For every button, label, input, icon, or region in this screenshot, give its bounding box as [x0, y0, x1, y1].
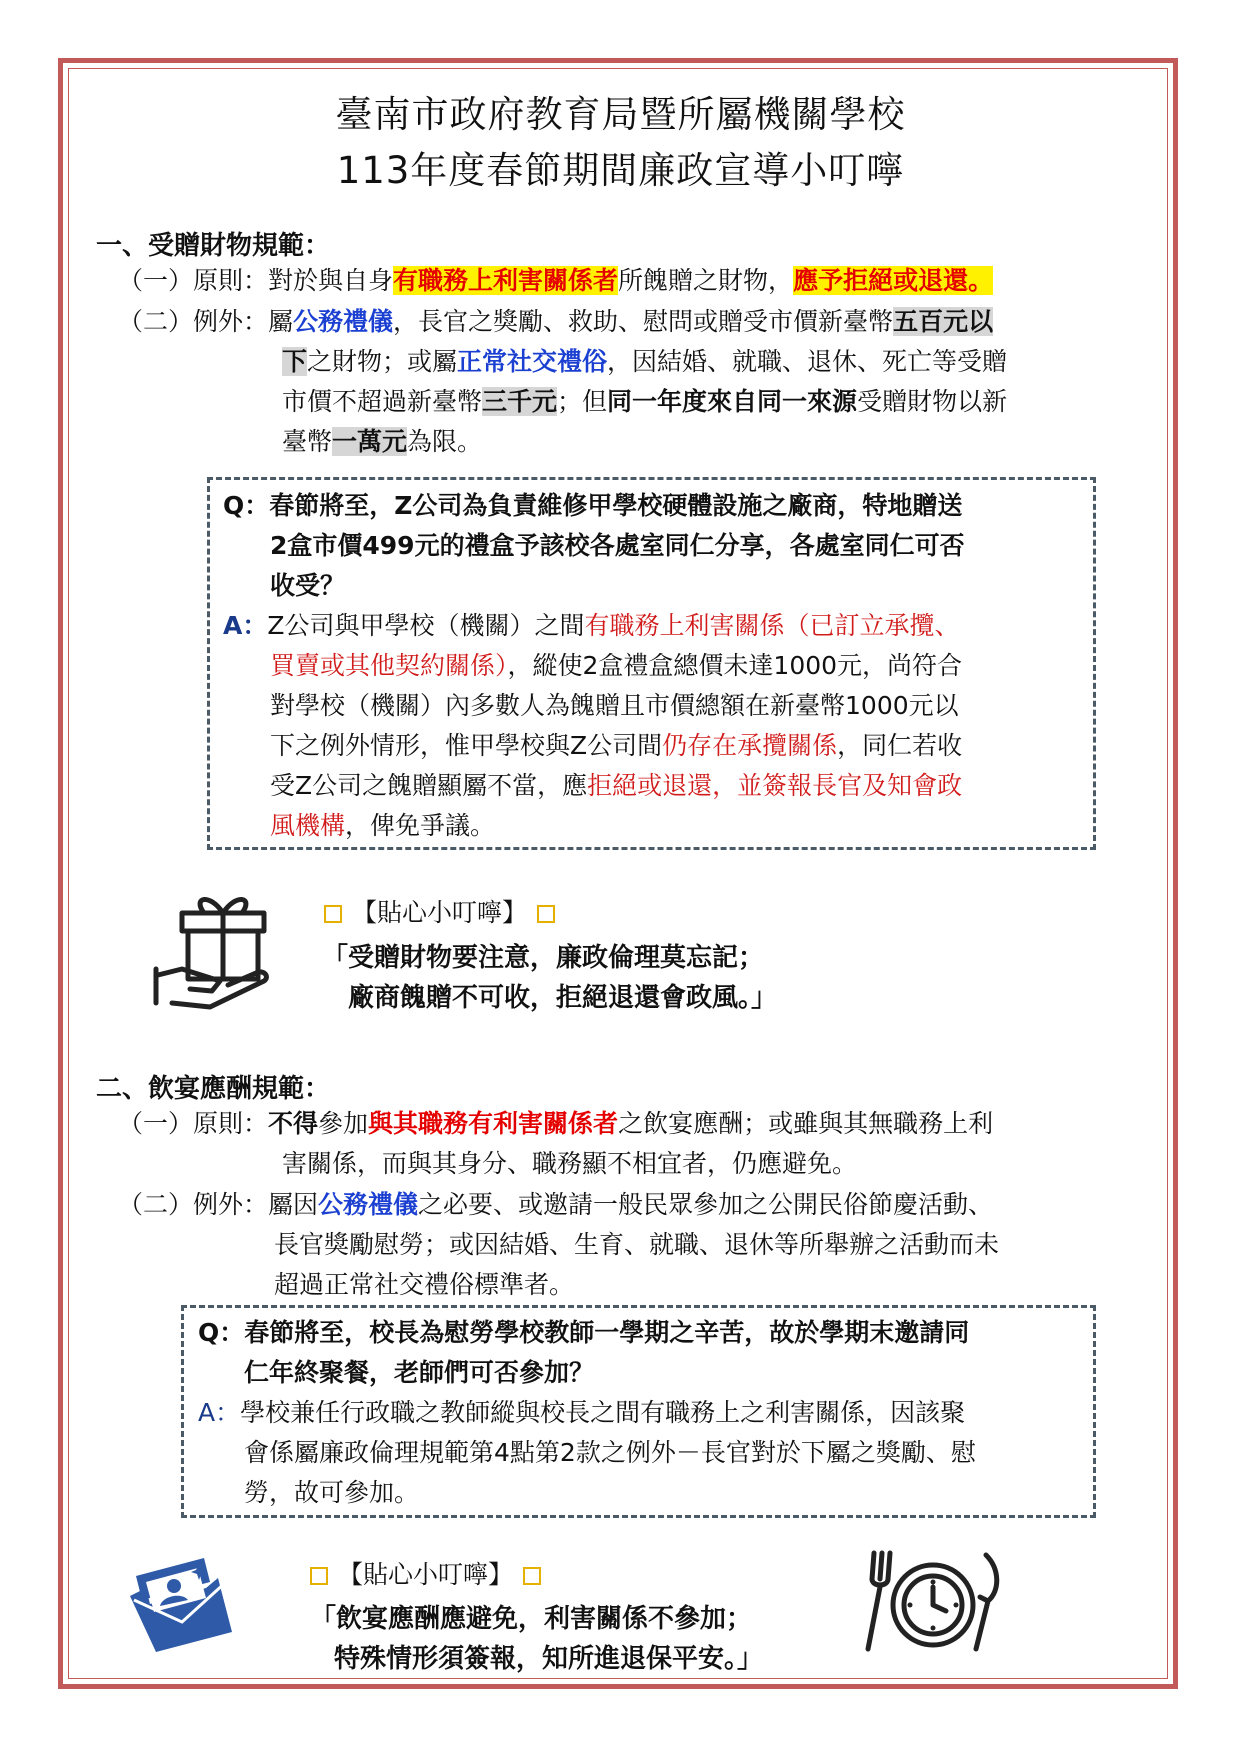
text: 市價不超過新臺幣 — [282, 387, 483, 416]
text: 春節將至，校長為慰勞學校教師一學期之辛苦，故於學期末邀請同 — [244, 1318, 970, 1347]
section1-exception-line2 — [282, 344, 1007, 380]
bullet-square — [523, 1567, 541, 1585]
text: 對於與自身 — [268, 266, 394, 295]
text: ，俾免爭議。 — [345, 811, 496, 840]
text: 臺幣 — [282, 427, 333, 456]
tip1-line1: 「受贈財物要注意，廉政倫理莫忘記； — [322, 943, 765, 973]
text: 屬因 — [268, 1190, 319, 1219]
gift-hand-icon — [152, 885, 282, 1015]
tip2-title — [300, 1555, 551, 1591]
qa1-answer-line2 — [270, 646, 962, 686]
term-interest-party: 與其職務有利害關係者 — [368, 1109, 619, 1138]
section1-principle — [118, 263, 993, 299]
text: 之財物；或屬 — [307, 347, 458, 376]
amount-500: 五百元以 — [893, 307, 994, 336]
text: 屬 — [268, 307, 294, 336]
bullet-square — [537, 905, 555, 923]
text: 受Z公司之餽贈顯屬不當，應 — [270, 771, 588, 800]
text: 受贈財物以新 — [857, 387, 1008, 416]
qa1-answer-line3: 對學校（機關）內多數人為餽贈且市價總額在新臺幣1000元以 — [270, 691, 959, 720]
amount-3000: 三千元 — [482, 387, 558, 416]
qa1-answer-line6 — [270, 806, 495, 846]
text: 學校兼任行政職之教師縱與校長之間有職務上之利害關係，因該聚 — [240, 1398, 966, 1427]
text: 下之例外情形，惟甲學校與Z公司間 — [270, 731, 663, 760]
qa1-question-line1 — [223, 486, 962, 526]
text-bold: 不得 — [268, 1109, 319, 1138]
qa2-question-line2: 仁年終聚餐，老師們可否參加？ — [244, 1358, 595, 1387]
term-social-custom: 正常社交禮俗 — [457, 347, 608, 376]
section1-exception-line1 — [118, 304, 993, 340]
tip2-title-text: 【貼心小叮嚀】 — [338, 1560, 514, 1589]
invitation-envelope-icon — [126, 1548, 236, 1658]
text: ，同仁若收 — [837, 731, 963, 760]
q-label: Q： — [223, 491, 270, 520]
section2-exception-line2: 長官獎勵慰勞；或因結婚、生育、就職、退休等所舉辦之活動而未 — [274, 1230, 1000, 1259]
fork-clock-knife-icon — [858, 1545, 1008, 1657]
qa1-question-line2: 2盒市價499元的禮盒予該校各處室同仁分享，各處室同仁可否 — [270, 531, 965, 560]
section2-principle-line2: 害關係，而與其身分、職務顯不相宜者，仍應避免。 — [282, 1149, 858, 1178]
bullet-square — [310, 1567, 328, 1585]
section2-heading: 二、飲宴應酬規範： — [96, 1074, 331, 1104]
text: Z公司與甲學校（機關）之間 — [267, 611, 585, 640]
amount-10000: 一萬元 — [332, 427, 408, 456]
text: ，長官之獎勵、救助、慰問或贈受市價新臺幣 — [393, 307, 894, 336]
qa2-question-line1 — [198, 1313, 969, 1353]
text: 之飲宴應酬；或雖與其無職務上利 — [618, 1109, 994, 1138]
highlight-refuse-return: 應予拒絕或退還。 — [793, 266, 994, 295]
text: 之必要、或邀請一般民眾參加之公開民俗節慶活動、 — [418, 1190, 994, 1219]
section1-principle-label: （一）原則： — [118, 266, 269, 295]
text: ，縱使2盒禮盒總價未達1000元，尚符合 — [507, 651, 963, 680]
qa1-answer-line5 — [270, 766, 962, 806]
qa2-answer-line3: 勞，故可參加。 — [244, 1478, 420, 1507]
text-red: 仍存在承攬關係 — [662, 731, 838, 760]
text: 參加 — [318, 1109, 369, 1138]
tip1-line2: 廠商餽贈不可收，拒絕退還會政風。」 — [348, 983, 778, 1013]
qa1-answer-line1 — [223, 606, 960, 646]
section1-exception-line3 — [282, 384, 1007, 420]
page-title-line2: 113年度春節期間廉政宣導小叮嚀 — [336, 149, 905, 192]
same-source-clause: 同一年度來自同一來源 — [607, 387, 858, 416]
tip1-title — [314, 893, 565, 929]
term-official-etiquette: 公務禮儀 — [318, 1190, 419, 1219]
section2-principle-label: （一）原則： — [118, 1109, 269, 1138]
a-label: A： — [198, 1398, 241, 1427]
a-label: A： — [223, 611, 268, 640]
text: 所餽贈之財物， — [618, 266, 794, 295]
section2-principle-line1 — [118, 1106, 993, 1142]
qa2-answer-line2: 會係屬廉政倫理規範第4點第2款之例外－長官對於下屬之獎勵、慰 — [244, 1438, 976, 1467]
text: ；但 — [557, 387, 608, 416]
page-title-line1: 臺南市政府教育局暨所屬機關學校 — [335, 93, 906, 136]
qa2-answer-line1 — [198, 1393, 965, 1433]
qa1-answer-line4 — [270, 726, 962, 766]
term-official-etiquette: 公務禮儀 — [293, 307, 394, 336]
text-red: ，並簽報長官及知會政 — [712, 771, 963, 800]
highlight-interest-party: 有職務上利害關係者 — [393, 266, 619, 295]
section2-exception-line1 — [118, 1187, 993, 1223]
text-red: 有職務上利害關係（已訂立承攬、 — [584, 611, 960, 640]
text: ，因結婚、就職、退休、死亡等受贈 — [607, 347, 1008, 376]
section1-exception-label: （二）例外： — [118, 307, 269, 336]
text-red: 拒絕或退還 — [587, 771, 713, 800]
tip2-line2: 特殊情形須簽報，知所進退保平安。」 — [334, 1644, 764, 1674]
section1-heading: 一、受贈財物規範： — [96, 231, 331, 261]
section1-exception-line4 — [282, 424, 482, 460]
text-red: 買賣或其他契約關係） — [270, 651, 508, 680]
text-red: 風機構 — [270, 811, 346, 840]
q-label: Q： — [198, 1318, 245, 1347]
section2-exception-line3: 超過正常社交禮俗標準者。 — [274, 1270, 575, 1299]
section2-exception-label: （二）例外： — [118, 1190, 269, 1219]
tip1-title-text: 【貼心小叮嚀】 — [352, 898, 528, 927]
bullet-square — [324, 905, 342, 923]
text: 為限。 — [407, 427, 483, 456]
text: 春節將至，Z公司為負責維修甲學校硬體設施之廠商，特地贈送 — [269, 491, 963, 520]
amount-500-cont: 下 — [282, 347, 308, 376]
qa1-question-line3: 收受？ — [270, 571, 346, 600]
tip2-line1: 「飲宴應酬應避免，利害關係不參加； — [310, 1604, 753, 1634]
